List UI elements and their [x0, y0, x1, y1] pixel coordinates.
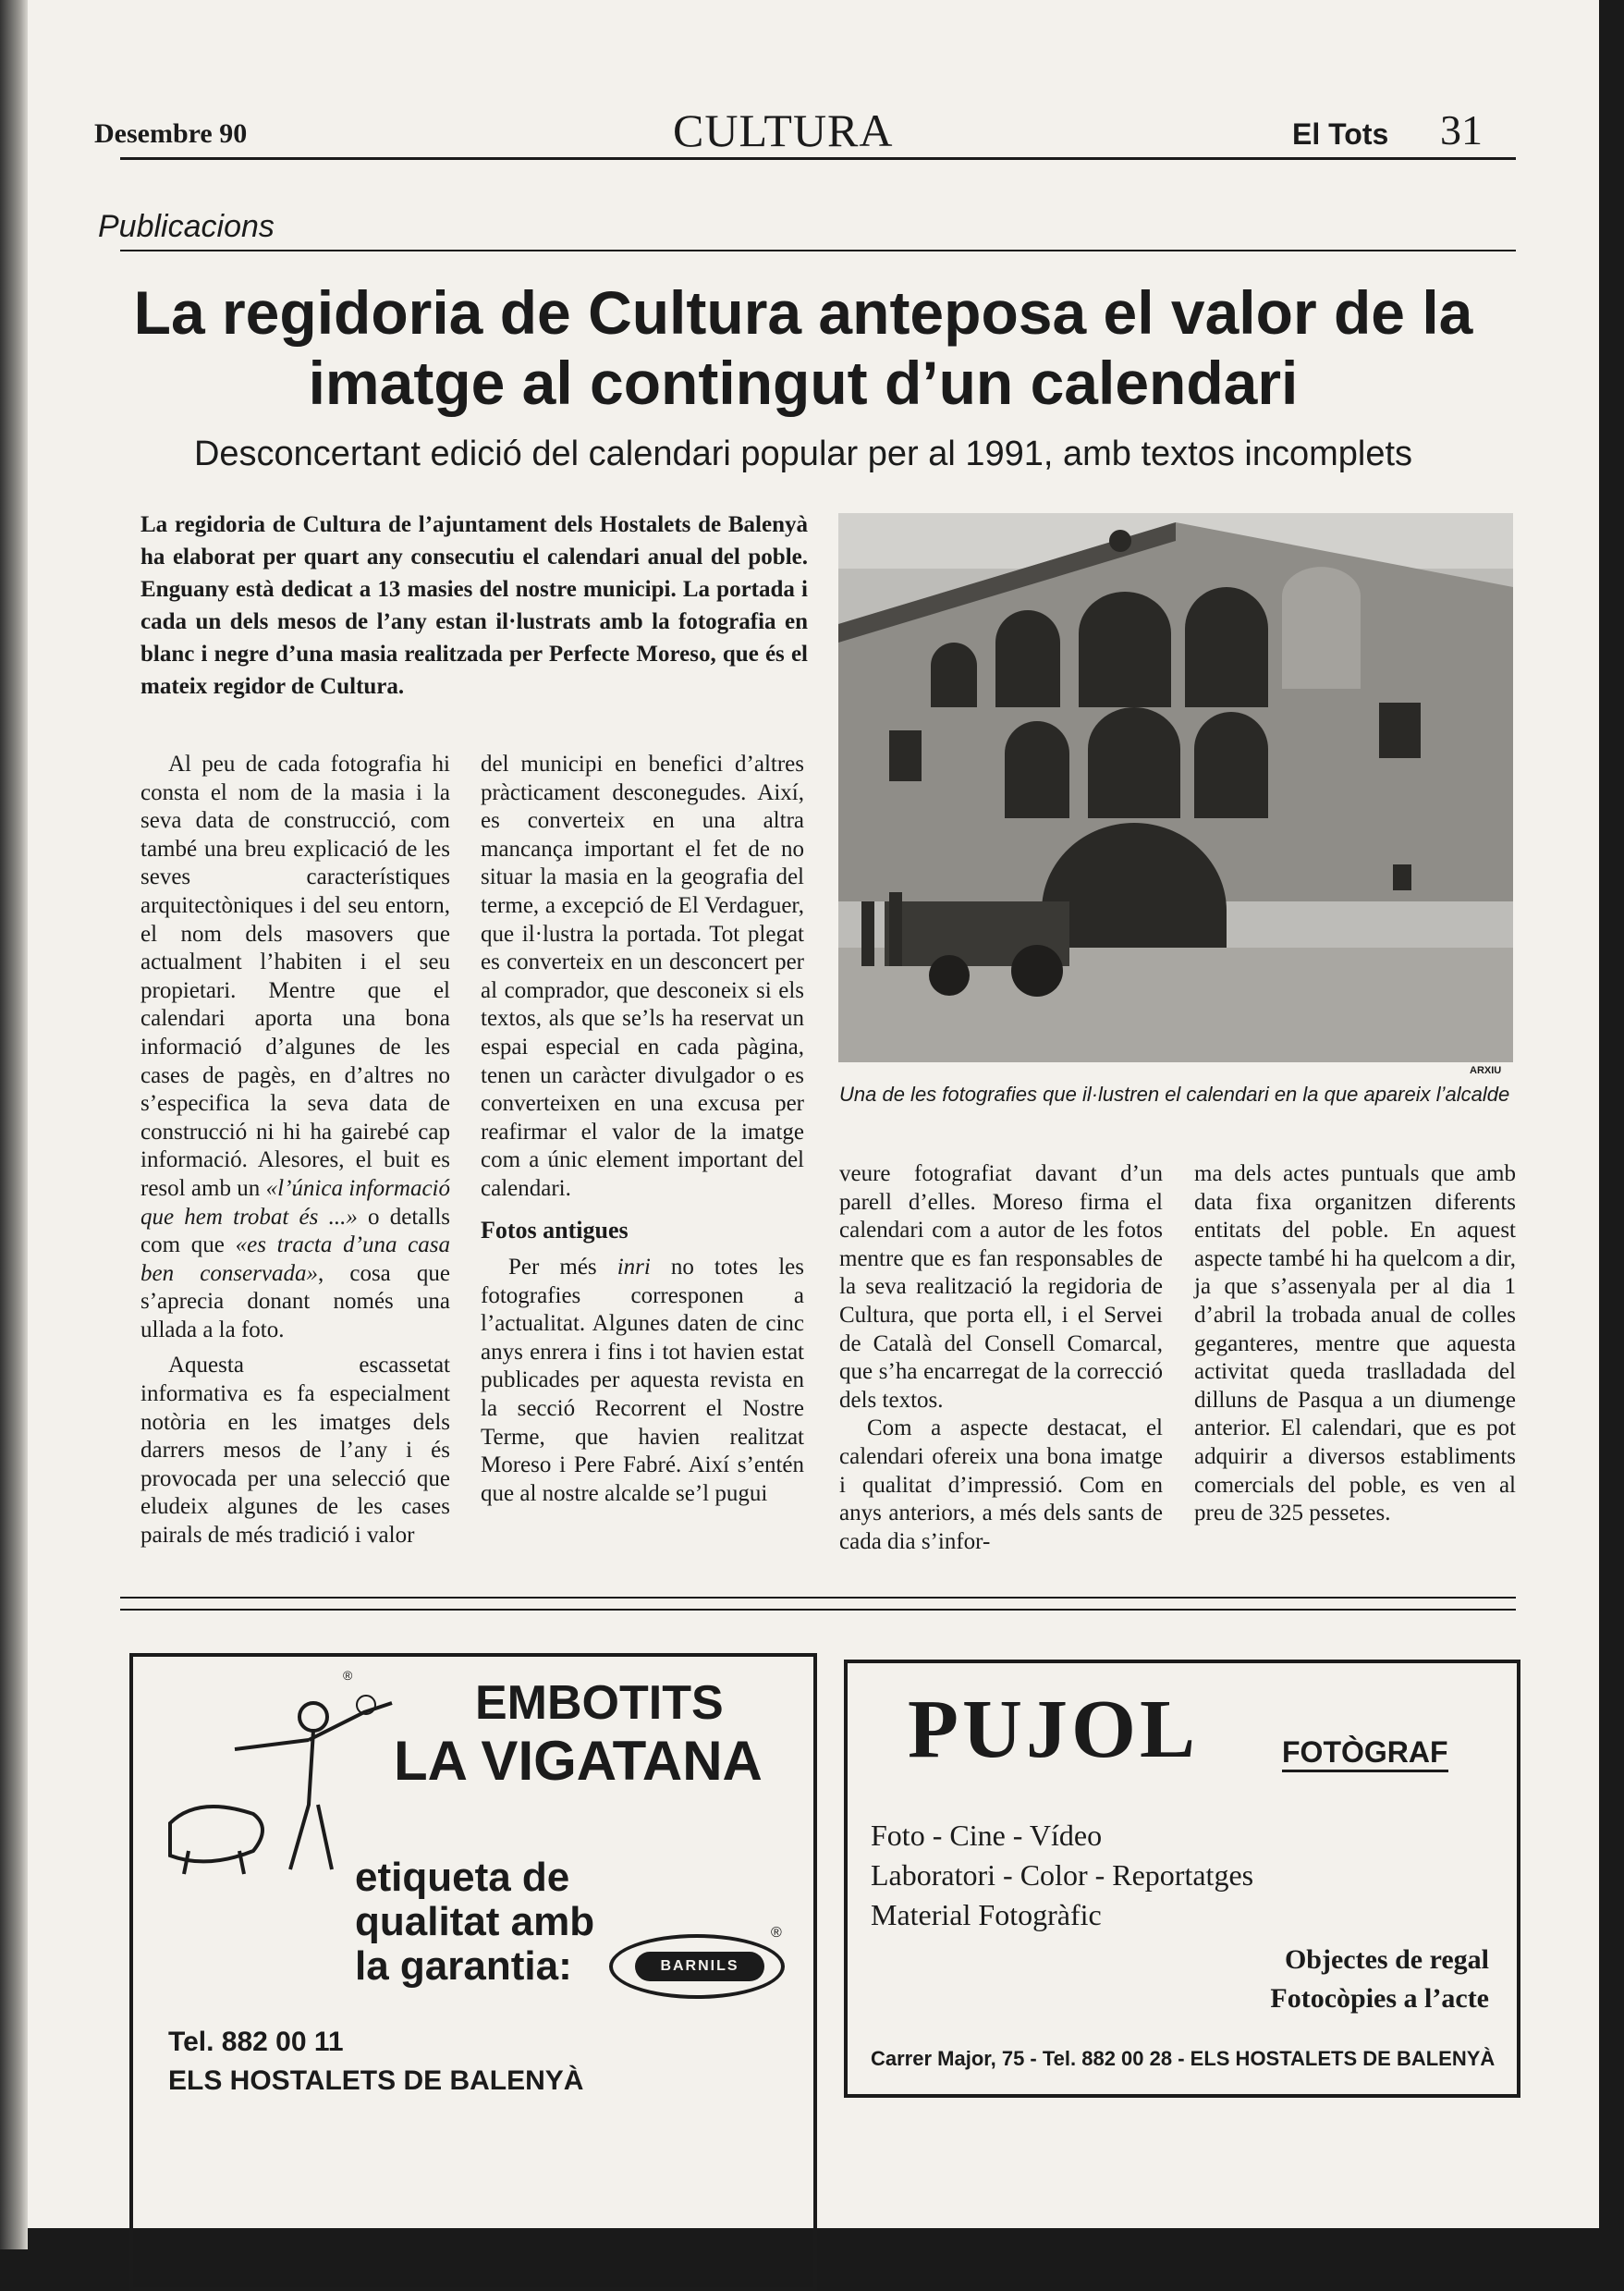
- ad-extras: [1270, 1941, 1489, 2018]
- photo-credit: ARXIU: [1470, 1065, 1502, 1076]
- farmhouse-photo: [838, 513, 1513, 1062]
- ad-slogan: [355, 1856, 594, 1989]
- registered-mark: ®: [771, 1925, 782, 1941]
- headline: La regidoria de Cultura anteposa el valor de la imatge al contingut d’un calendari: [133, 278, 1473, 417]
- ad-la-vigatana: [129, 1653, 817, 2291]
- header-rule: [120, 157, 1516, 160]
- ad-address: Carrer Major, 75 - Tel. 882 00 28 - ELS HOSTALETS DE BALENYÀ: [871, 2047, 1496, 2070]
- binding-edge: [0, 0, 28, 2249]
- paragraph: veure fotografiat davant d’un parell d’elles. Moreso firma el calendari com a autor de les fotos mentre que es fan responsables de la seva realització la regidoria de Cultura, que porta ell, i el Servei de Català del Consell Comarcal, que s’ha encarregat de la correcció dels textos.: [839, 1161, 1163, 1413]
- ads-rule-bottom: [120, 1609, 1516, 1611]
- service-line: Laboratori - Color - Reportatges: [871, 1858, 1254, 1892]
- section-title: CULTURA: [673, 104, 894, 156]
- article-column-2: [481, 751, 804, 1508]
- ad-title-2: LA VIGATANA: [394, 1730, 763, 1792]
- article-column-4: [1194, 1160, 1516, 1528]
- service-line: Foto - Cine - Vídeo: [871, 1819, 1103, 1852]
- slogan-line: la garantia:: [355, 1943, 572, 1989]
- paragraph: ma dels actes puntuals que amb data fixa organitzen diferents entitats del poble. En aquest aspecte també hi ha quelcom a dir, ja que s’assenyala per al dia 1 d’abril la trobada anual de colles geganteres, mentre que aquesta activitat queda traslladada del dilluns de Pasqua a un diumenge anterior. El calendari, que es pot adquirir a diversos establiments comercials del poble, es ven al preu de 325 pessetes.: [1194, 1161, 1516, 1526]
- article-column-3: [839, 1160, 1163, 1556]
- ad-phone: Tel. 882 00 11: [168, 2027, 344, 2057]
- subheadline: Desconcertant edició del calendari popular per al 1991, amb textos incomplets: [193, 435, 1413, 473]
- slogan-line: qualitat amb: [355, 1899, 595, 1944]
- ad-services: [871, 1816, 1253, 1935]
- page-number: 31: [1440, 106, 1483, 153]
- ads-rule-top: [120, 1597, 1516, 1599]
- subheading: Fotos antigues: [481, 1216, 629, 1244]
- ad-subtitle: FOTÒGRAF: [1282, 1735, 1448, 1772]
- article-lead: La regidoria de Cultura de l’ajuntament dels Hostalets de Balenyà ha elaborat per quart any consecutiu el calendari anual del poble. Enguany està dedicat a 13 masies del nostre municipi. La portada i cada un dels mesos de l’any estan il·lustrats amb la fotografia en blanc i negre d’una masia realitzada per Perfecte Moreso, que és el mateix regidor de Cultura.: [140, 512, 808, 699]
- paragraph: Al peu de cada fotografia hi consta el nom de la masia i la seva data de construcció, com també una breu explicació de les seves característiques arquitectòniques i del seu entorn, el nom dels masovers que actualment l’habiten i el seu propietari. Mentre que el calendari aporta una bona informació d’algunes de les cases de pagès, en d’altres no s’especifica la seva data de construcció ni hi ha gairebé cap informació. Alesores, el buit es resol amb un «l’única informació que hem trobat és ...» o detalls com que «es tracta d’una casa ben conservada», cosa que s’aprecia donant només una ullada a la foto.: [140, 752, 451, 1342]
- slogan-line: etiqueta de: [355, 1855, 570, 1900]
- ad-pujol-fotograf: [844, 1660, 1520, 2098]
- photo-caption: Una de les fotografies que il·lustren el calendari en la que apareix l’alcalde: [839, 1083, 1510, 1106]
- section-kicker: Publicacions: [98, 209, 275, 244]
- paragraph: Aquesta escassetat informativa es fa especialment notòria en les imatges dels darrers mesos de l’any i és provocada per una selecció que eludeix algunes de les cases pairals de més tradició i valor: [140, 1353, 450, 1549]
- paragraph: Per més inri no totes les fotografies corresponen a l’actualitat. Algunes daten de cinc anys enrera i fins i tot havien estat publicades per aquesta revista en la secció Recorrent el Nostre Terme, que havien realitzat Moreso i Pere Fabré. Així s’entén que al nostre alcalde se’l pugui: [481, 1255, 804, 1506]
- barnils-logo: [609, 1934, 785, 1999]
- article-column-1: [140, 751, 450, 1550]
- extra-line: Objectes de regal: [1284, 1944, 1489, 1975]
- kicker-rule: [120, 250, 1516, 251]
- ad-town: ELS HOSTALETS DE BALENYÀ: [168, 2065, 584, 2096]
- paragraph: del municipi en benefici d’altres pràcticament desconegudes. Així, es converteix en una altra mancança important el fet de no situar la masia en la geografia del terme, a excepció de El Verdaguer, que il·lustra la portada. Tot plegat es converteix en un desconcert per al comprador, que desconeix si els textos, als que se’ls ha reservat un espai especial en cada pàgina, tenen un caràcter divulgador o es converteixen en una excusa per reafirmar el valor de la imatge com a únic element important del calendari.: [481, 752, 804, 1201]
- paragraph: Com a aspecte destacat, el calendari ofereix una bona imatge i qualitat d’impressió. Com en anys anteriors, a més dels sants de cada dia s’infor-: [839, 1415, 1163, 1554]
- ad-name: PUJOL: [908, 1684, 1200, 1775]
- brand-name: BARNILS: [635, 1952, 764, 1981]
- issue-date: Desembre 90: [94, 118, 248, 149]
- ad-title-1: EMBOTITS: [475, 1676, 724, 1730]
- magazine-name: El Tots: [1292, 117, 1389, 151]
- registered-mark: ®: [343, 1668, 353, 1683]
- extra-line: Fotocòpies a l’acte: [1270, 1983, 1489, 2014]
- service-line: Material Fotogràfic: [871, 1898, 1102, 1931]
